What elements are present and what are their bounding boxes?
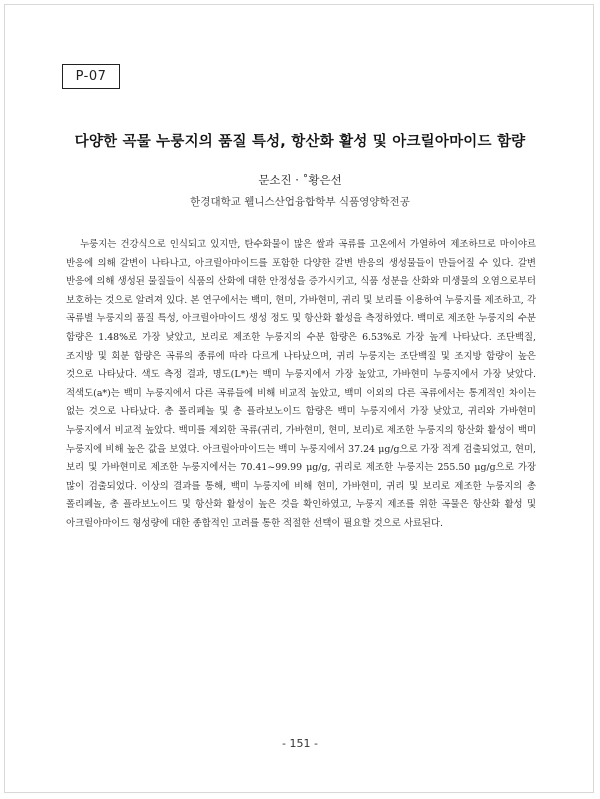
page-number: - 151 - [282, 737, 318, 750]
presentation-code-box: P-07 [62, 64, 120, 89]
abstract-body: 누룽지는 건강식으로 인식되고 있지만, 탄수화물이 많은 쌀과 곡류를 고온에서 가열하여 제조하므로 마이야르 반응에 의해 갈변이 나타나고, 아크릴아마이드를 포함한 다양한 갈변 반응의 생성물들이 만들어질 수 있다. 갈변 반응에 의해 생성된 물질들이 식품의 산화에 대한 안정성을 증가시키고, 식품 성분을 산화와 미생물의 오염으로부터 보호하는 것으로 알려져 있다. 본 연구에서는 백미, 현미, 가바현미, 귀리 및 보리를 이용하여 누룽지를 제조하고, 각 곡류별 누룽지의 품질 특성, 아크릴아마이드 생성 정도 및 항산화 활성을 측정하였다. 백미로 제조한 누룽지의 수분 함량은 1.48%로 가장 낮았고, 보리로 제조한 누룽지의 수분 함량은 6.53%로 가장 높게 나타났다. 조단백질, 조지방 및 회분 함량은 곡류의 종류에 따라 다르게 나타났으며, 귀리 누룽지는 조단백질 및 조지방 함량이 높은 것으로 나타났다. 색도 측정 결과, 명도(L*)는 백미 누룽지에서 가장 높았고, 가바현미 누룽지에서 가장 낮았다. 적색도(a*)는 백미 누룽지에서 다른 곡류들에 비해 비교적 높았고, 백미 이외의 다른 곡류에서는 통계적인 차이는 없는 것으로 나타났다. 총 폴리페놀 및 총 플라보노이드 함량은 백미 누룽지에서 가장 낮았고, 귀리와 가바현미 누룽지에서 비교적 높았다. 백미를 제외한 곡류(귀리, 가바현미, 현미, 보리)로 제조한 누룽지의 항산화 활성이 백미 누룽지에 비해 높은 값을 보였다. 아크릴아마이드는 백미 누룽지에서 37.24 μg/g으로 가장 적게 검출되었고, 현미, 보리 및 가바현미로 제조한 누룽지에서는 70.41~99.99 μg/g, 귀리로 제조한 누룽지는 255.50 μg/g으로 가장 많이 검출되었다. 이상의 결과를 통해, 백미 누룽지에 비해 현미, 가바현미, 귀리 및 보리로 제조한 누룽지의 총 폴리페놀, 총 플라보노이드 및 항산화 활성이 높은 것을 확인하였고, 누룽지 제조를 위한 곡물은 항산화 활성 및 아크릴아마이드 형성량에 대한 종합적인 고려를 통한 적절한 선택이 필요할 것으로 사료된다. [66, 239, 536, 529]
paper-authors: 문소진 · ˚황은선 [258, 173, 342, 187]
author-affiliation: 한경대학교 웰니스산업융합학부 식품영양학전공 [190, 196, 410, 208]
paper-title: 다양한 곡물 누룽지의 품질 특성, 항산화 활성 및 아크릴아마이드 함량 [74, 134, 526, 150]
